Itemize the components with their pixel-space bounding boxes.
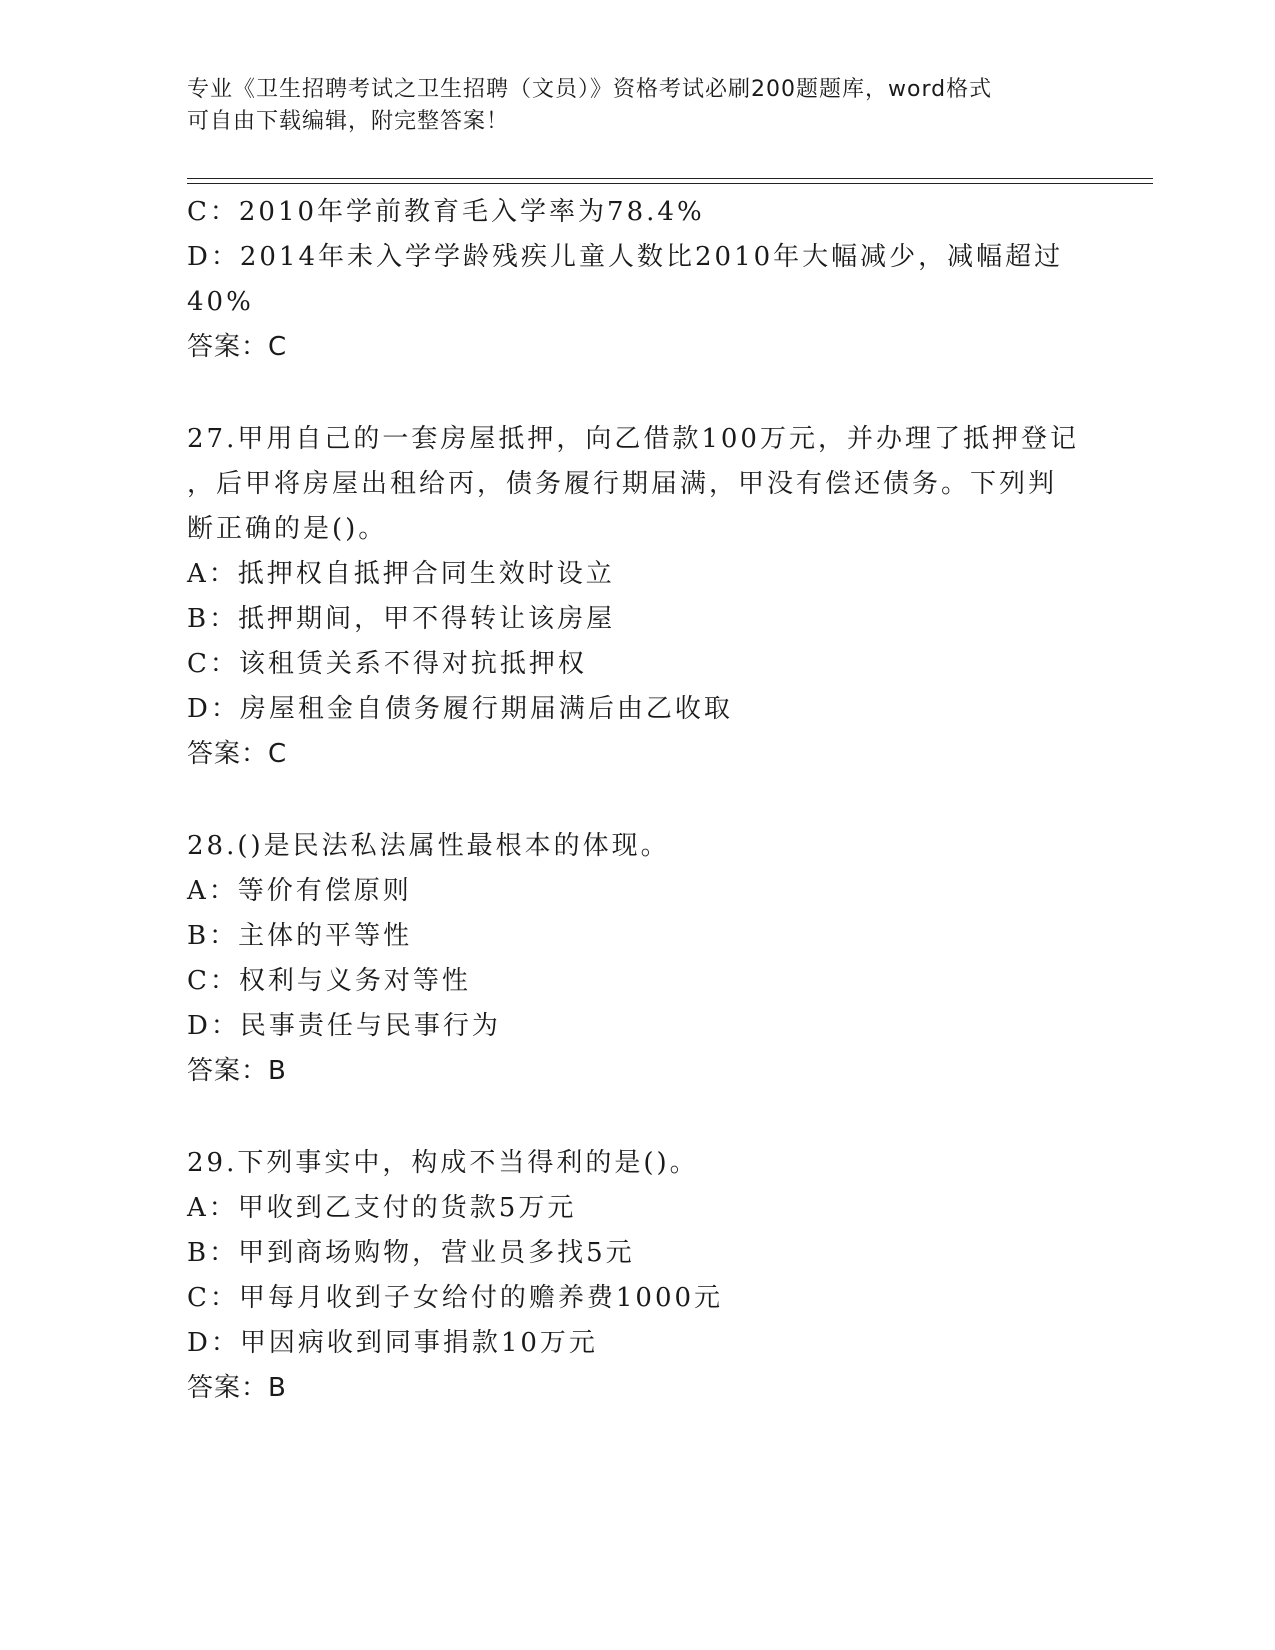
document-header [187, 74, 1087, 138]
question-28 [187, 824, 1087, 1094]
question-stem-continued: ，后甲将房屋出租给丙，债务履行期届满，甲没有偿还债务。下列判 [187, 469, 1058, 499]
answer: 答案：C [187, 739, 288, 769]
question-stem-continued: 断正确的是()。 [187, 514, 388, 544]
option-b: B：主体的平等性 [187, 921, 413, 951]
question-stem: 28.()是民法私法属性最根本的体现。 [187, 831, 670, 861]
option-d: D：2014年未入学学龄残疾儿童人数比2010年大幅减少，减幅超过 [187, 242, 1064, 272]
option-c: C：权利与义务对等性 [187, 966, 471, 996]
question-26-continued [187, 190, 1087, 370]
option-d: D：甲因病收到同事捐款10万元 [187, 1328, 598, 1358]
answer: 答案：C [187, 332, 288, 362]
header-divider-bottom [187, 183, 1153, 184]
answer: 答案：B [187, 1056, 287, 1086]
option-c: C：甲每月收到子女给付的赡养费1000元 [187, 1283, 724, 1313]
option-d: D：房屋租金自债务履行期届满后由乙收取 [187, 694, 733, 724]
option-b: B：甲到商场购物，营业员多找5元 [187, 1238, 635, 1268]
answer: 答案：B [187, 1373, 287, 1403]
option-a: A：抵押权自抵押合同生效时设立 [187, 559, 615, 589]
question-29 [187, 1141, 1087, 1411]
option-a: A：甲收到乙支付的货款5万元 [187, 1193, 577, 1223]
option-d-continued: 40% [187, 287, 254, 317]
document-body [187, 190, 1087, 1411]
option-b: B：抵押期间，甲不得转让该房屋 [187, 604, 616, 634]
header-line-2: 可自由下载编辑，附完整答案！ [187, 109, 510, 134]
option-a: A：等价有偿原则 [187, 876, 412, 906]
question-stem: 27.甲用自己的一套房屋抵押，向乙借款100万元，并办理了抵押登记 [187, 424, 1079, 454]
header-line-1: 专业《卫生招聘考试之卫生招聘（文员）》资格考试必刷200题题库，word格式 [187, 77, 993, 102]
question-27 [187, 417, 1087, 777]
option-c: C：该租赁关系不得对抗抵押权 [187, 649, 587, 679]
option-d: D：民事责任与民事行为 [187, 1011, 501, 1041]
question-stem: 29.下列事实中，构成不当得利的是()。 [187, 1148, 699, 1178]
header-divider-top [187, 178, 1153, 179]
option-c: C：2010年学前教育毛入学率为78.4% [187, 197, 705, 227]
